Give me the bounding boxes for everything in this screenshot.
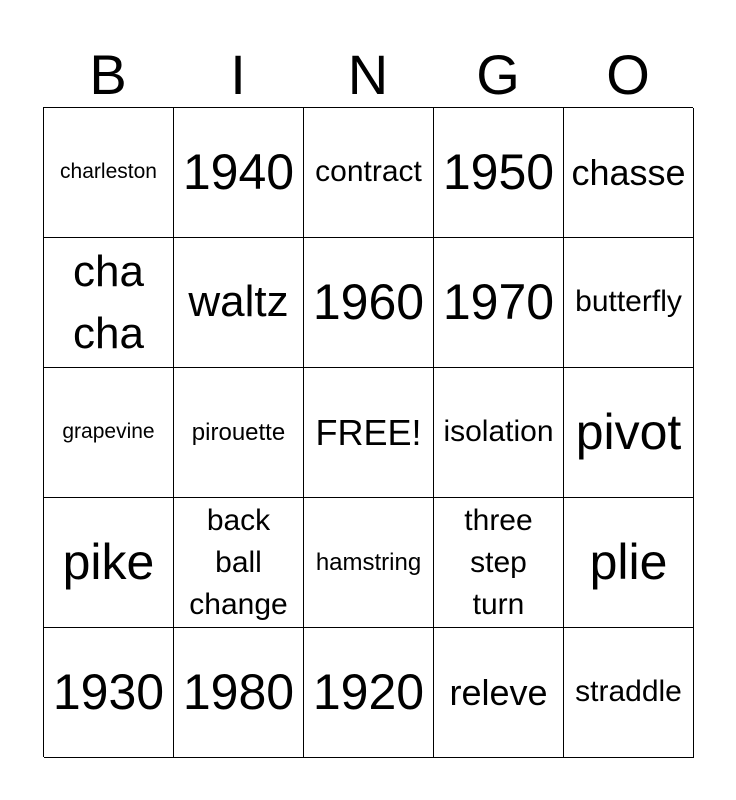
bingo-cell[interactable] [44,498,174,628]
cell-text: 1960 [312,273,425,330]
header-letter-b: B [89,43,127,106]
bingo-cell[interactable] [564,498,694,628]
bingo-cell[interactable] [44,368,174,498]
bingo-cell[interactable] [564,238,694,368]
bingo-cell[interactable] [434,498,564,628]
bingo-cell[interactable] [304,628,434,758]
cell-text: 1950 [442,143,555,200]
cell-text: pirouette [191,418,286,446]
header-letter-g: G [476,43,520,106]
cell-text: plie [589,533,668,590]
bingo-cell[interactable] [434,108,564,238]
cell-text: butterfly [575,285,682,319]
bingo-cell[interactable] [564,628,694,758]
bingo-cell[interactable] [44,628,174,758]
bingo-cell[interactable] [174,238,304,368]
cell-text: three step turn [464,503,533,621]
bingo-cell[interactable] [304,498,434,628]
cell-text: contract [315,155,422,189]
cell-text: cha cha [73,246,144,358]
cell-text: grapevine [62,420,155,444]
cell-text: charleston [60,160,157,184]
cell-text: 1920 [312,663,425,720]
cell-text: releve [449,671,548,713]
bingo-cell[interactable] [434,628,564,758]
bingo-header [43,44,693,106]
bingo-board [43,107,693,757]
bingo-cell[interactable] [564,108,694,238]
bingo-cell[interactable] [174,108,304,238]
bingo-cell[interactable] [174,498,304,628]
bingo-cell[interactable] [174,628,304,758]
cell-text: back ball change [189,503,288,621]
bingo-cell[interactable] [564,368,694,498]
bingo-cell[interactable] [434,368,564,498]
cell-text: straddle [575,675,682,709]
bingo-cell[interactable] [304,238,434,368]
cell-text: 1980 [182,663,295,720]
bingo-cell[interactable] [174,368,304,498]
cell-text: FREE! [315,411,422,453]
bingo-cell[interactable] [44,238,174,368]
bingo-cell[interactable] [304,108,434,238]
cell-text: waltz [188,277,289,327]
cell-text: 1940 [182,143,295,200]
header-letter-n: N [347,43,389,106]
cell-text: pike [62,533,155,590]
header-letter-o: O [606,43,650,106]
bingo-cell[interactable] [434,238,564,368]
cell-text: chasse [571,151,686,193]
cell-text: isolation [443,415,554,449]
free-space[interactable] [304,368,434,498]
cell-text: 1930 [52,663,165,720]
cell-text: pivot [575,403,682,460]
bingo-cell[interactable] [44,108,174,238]
cell-text: 1970 [442,273,555,330]
cell-text: hamstring [315,548,422,576]
header-letter-i: I [230,43,246,106]
